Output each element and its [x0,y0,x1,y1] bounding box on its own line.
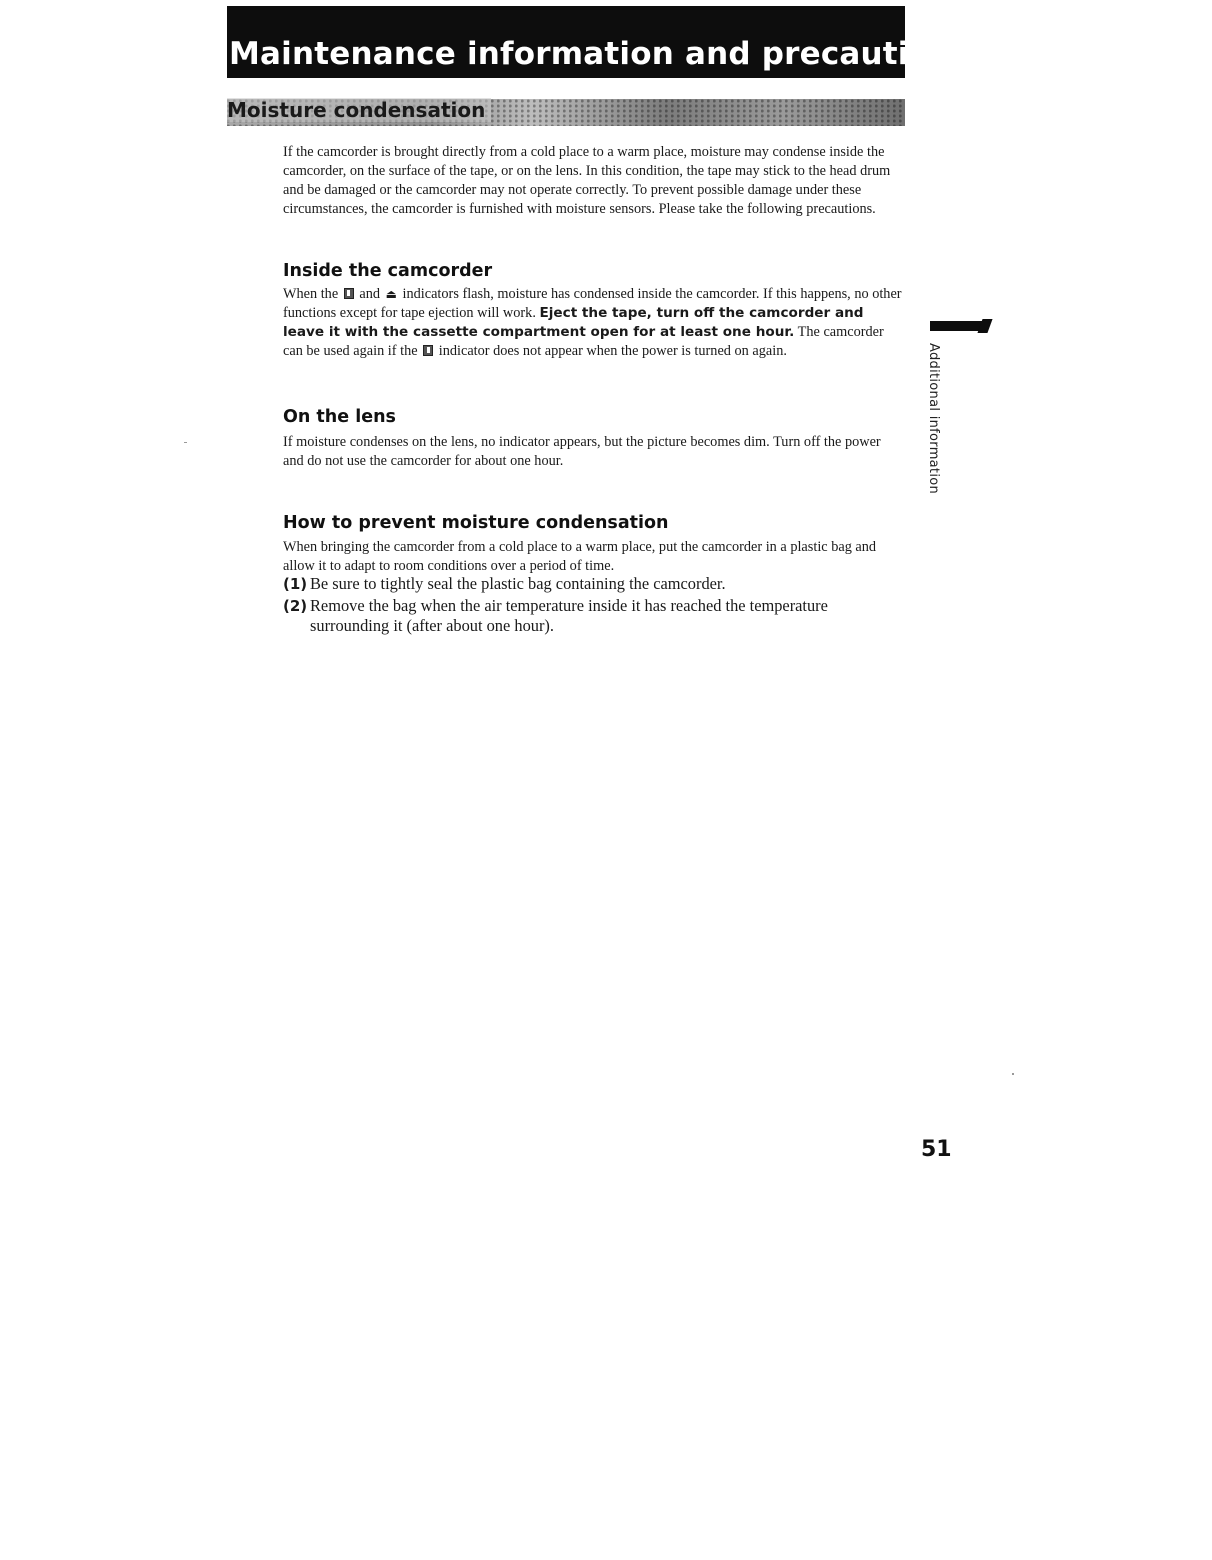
inside-text-b: and [359,286,380,302]
page-number: 51 [921,1137,952,1162]
moisture-indicator-icon [344,288,354,299]
list-item [283,596,883,636]
heading-on-the-lens: On the lens [283,407,396,427]
list-item [283,574,883,594]
eject-icon: ⏏ [385,287,397,301]
side-tab-label: Additional information [926,343,941,495]
paragraph-inside-camcorder [283,285,903,361]
step-number: (2) [283,597,308,615]
inside-text-d: The camcorder can be used again if the [283,324,884,359]
page-title: Maintenance information and precautions [229,36,972,72]
step-text: Be sure to tightly seal the plastic bag containing the camcorder. [310,574,726,593]
section-title: Moisture condensation [227,98,491,122]
title-bar [227,6,972,78]
step-text: Remove the bag when the air temperature inside it has reached the temperature surrounding it (after about one hour). [310,596,828,635]
step-number: (1) [283,575,308,593]
scan-speck [1012,1073,1014,1075]
steps-list [283,574,883,638]
inside-text-e: indicator does not appear when the power is turned on again. [438,343,787,359]
moisture-indicator-icon [423,345,433,356]
intro-paragraph: If the camcorder is brought directly from a cold place to a warm place, moisture may condense inside the camcorder, on the surface of the tape, or on the lens. In this condition, the tape may stick to the head drum and be damaged or the camcorder may not operate correctly. To prevent possible damage under these circumstances, the camcorder is furnished with moisture sensors. Please take the following precautions. [283,144,891,217]
heading-inside-camcorder: Inside the camcorder [283,261,493,281]
paragraph-on-the-lens: If moisture condenses on the lens, no indicator appears, but the picture becomes dim. Turn off the power and do not use the camcorder for about one hour. [283,434,881,469]
inside-text-c: indicators flash, moisture has condensed inside the camcorder. If this happens, no other functions except for tape ejection will work. [283,286,902,321]
paragraph-prevent-condensation: When bringing the camcorder from a cold place to a warm place, put the camcorder in a plastic bag and allow it to adapt to room conditions over a period of time. [283,539,877,574]
inside-bold-instruction: Eject the tape, turn off the camcorder and leave it with the cassette compartment open for at least one hour. [283,305,864,340]
side-tab-marker [930,321,984,331]
section-band [227,99,905,126]
inside-text-a: When the [283,286,339,302]
scan-speck [184,442,187,443]
side-tab [927,343,943,503]
heading-prevent-condensation: How to prevent moisture condensation [283,513,669,533]
